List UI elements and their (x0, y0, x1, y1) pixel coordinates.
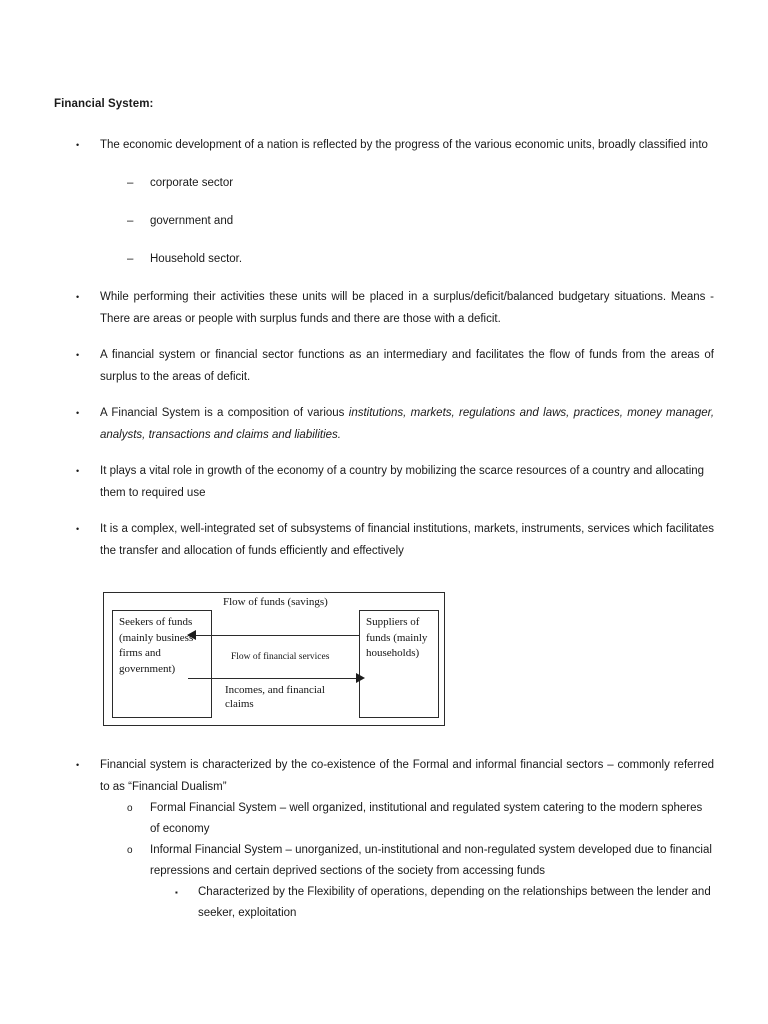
dash-marker-icon: – (127, 215, 134, 227)
circle-marker-icon: o (127, 845, 133, 856)
sub-item-formal-financial-system (54, 798, 714, 840)
bullet-text: A financial system or financial sector functions as an intermediary and facilitates the flow of funds from the areas of surplus to the areas of deficit. (100, 349, 714, 383)
bullet-complex-set (54, 518, 714, 562)
sub-item-label: Household sector. (150, 253, 243, 265)
sub-item-government (54, 210, 714, 232)
bullet-intermediary (54, 344, 714, 388)
bullet-text: The economic development of a nation is reflected by the progress of the various economic units, broadly classified into (100, 139, 708, 151)
sub-item-label: Informal Financial System – unorganized, un-institutional and non-regulated system developed due to financial repressions and certain deprived sections of the society from accessing funds (150, 844, 712, 877)
sub-item-corporate-sector (54, 172, 714, 194)
bullet-text: It plays a vital role in growth of the economy of a country by mobilizing the scarce resources of a country and allocating them to required use (100, 465, 705, 499)
bullet-text: While performing their activities these units will be placed in a surplus/deficit/balanced budgetary situations. Means - There are areas or people with surplus funds and there are those with a deficit. (100, 291, 714, 325)
diagram-arrow-services-line (188, 678, 358, 679)
diagram-label-incomes-and-financial-claims: Incomes, and financial claims (225, 684, 325, 710)
bullet-marker-icon: • (76, 140, 80, 150)
bullet-budgetary-situations (54, 286, 714, 330)
bullet-marker-icon: • (76, 408, 80, 418)
bullet-financial-dualism (54, 754, 714, 798)
sub-item-label: Formal Financial System – well organized, institutional and regulated system catering to the modern spheres of economy (150, 802, 703, 835)
bullet-marker-icon: • (76, 292, 80, 302)
bullet-marker-icon: • (76, 350, 80, 360)
diagram-label-flow-of-funds: Flow of funds (savings) (223, 596, 328, 608)
sub-item-label: corporate sector (150, 177, 234, 189)
sub-item-informal-financial-system (54, 840, 714, 882)
bullet-text-plain: A Financial System is a composition of various (100, 407, 349, 419)
sub-item-label: Characterized by the Flexibility of operations, depending on the relationships between the lender and seeker, exploitation (198, 886, 711, 919)
square-marker-icon: ▪ (175, 888, 178, 897)
sub-item-label: government and (150, 215, 234, 227)
diagram-box-seekers: Seekers of funds (mainly business firms and government) (112, 610, 212, 718)
diagram-box-suppliers: Suppliers of funds (mainly households) (359, 610, 439, 718)
arrow-right-head-icon (356, 673, 365, 683)
arrow-left-head-icon (187, 630, 196, 640)
diagram-label-flow-of-financial-services: Flow of financial services (231, 652, 330, 662)
bullet-text: Financial system is characterized by the co-existence of the Formal and informal financial sectors – commonly referred to as “Financial Dualism” (100, 759, 714, 793)
bullet-vital-role (54, 460, 714, 504)
sub-item-characterized-by-flexibility (54, 882, 714, 924)
dash-marker-icon: – (127, 253, 134, 265)
document-body (54, 96, 714, 924)
circle-marker-icon: o (127, 803, 133, 814)
diagram-arrow-funds-line (188, 635, 360, 636)
flow-of-funds-diagram (103, 592, 447, 728)
bullet-composition (54, 402, 714, 446)
bullet-marker-icon: • (76, 760, 80, 770)
bullet-marker-icon: • (76, 466, 80, 476)
page-title: Financial System: (54, 98, 154, 110)
bullet-text: It is a complex, well-integrated set of subsystems of financial institutions, markets, instruments, services which facilitates the transfer and allocation of funds efficiently and effectively (100, 523, 714, 557)
bullet-marker-icon: • (76, 524, 80, 534)
sub-item-household-sector (54, 248, 714, 270)
bullet-economic-development (54, 134, 714, 156)
dash-marker-icon: – (127, 177, 134, 189)
bullet-text-italic: institutions, markets, regulations and laws, practices, money manager, analysts, transactions and claims and liabilities. (100, 407, 715, 441)
